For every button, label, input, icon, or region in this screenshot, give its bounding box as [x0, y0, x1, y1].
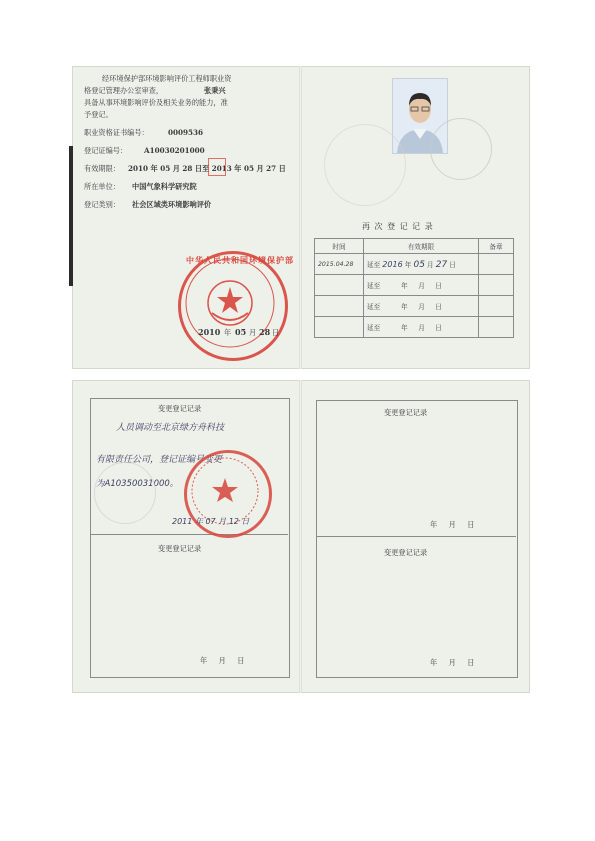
- row2-time: [315, 275, 364, 296]
- row1-time: 2015.04.28: [315, 254, 364, 275]
- row1-day-unit: 日: [449, 260, 456, 269]
- faint-embossed-seal: [94, 462, 156, 524]
- registration-category: 社会区域类环境影响评价: [132, 200, 212, 209]
- validity-period: 2010 年 05 月 28 日至 2013 年 05 月 27 日: [128, 164, 286, 173]
- table-row: [315, 296, 514, 317]
- row2-validity: 延至 年 月 日: [364, 275, 479, 296]
- issue-month-unit: 月: [249, 328, 257, 337]
- intro-line-2: 格登记管理办公室审查，: [84, 86, 164, 95]
- col-valid-header: 有效期限: [364, 239, 479, 254]
- qualification-number-label: 职业资格证书编号：: [84, 128, 149, 137]
- table-row: [315, 254, 514, 275]
- record-divider: [90, 534, 288, 535]
- table-header-row: [315, 239, 514, 254]
- row1-validity: [364, 254, 479, 275]
- intro-line-4: 予登记。: [84, 110, 113, 119]
- row1-year-unit: 年: [404, 260, 412, 269]
- row4-time: [315, 317, 364, 338]
- small-square-seal: [208, 158, 226, 176]
- re-registration-title: 再 次 登 记 记 录: [362, 222, 434, 231]
- handwritten-change-date: 2011 年 07 月 12 日: [172, 517, 250, 526]
- change-record-title-2: 变更登记记录: [158, 544, 202, 553]
- qualification-number: 0009536: [168, 128, 204, 137]
- col-time-header: 时间: [315, 239, 364, 254]
- registration-certificate-scan: [72, 66, 530, 369]
- validity-label: 有效期限：: [84, 164, 120, 173]
- registration-number-label: 登记证编号：: [84, 146, 128, 155]
- employer-unit: 中国气象科学研究院: [132, 182, 197, 191]
- seal-text: 中华人民共和国环境保护部: [186, 255, 294, 265]
- row1-year: 2016: [382, 259, 403, 269]
- change-record-title-1: 变更登记记录: [158, 404, 202, 413]
- handwritten-line-1: 人员调动至北京绿方舟科技: [116, 423, 225, 433]
- faint-red-seal: [324, 124, 406, 206]
- intro-line-3: 具备从事环境影响评价及相关业务的能力，准: [84, 98, 228, 107]
- faint-embossed-seal: [430, 118, 492, 180]
- change-record-frame: [90, 398, 290, 678]
- intro-line-1: 经环境保护部环境影响评价工程师职业资: [102, 74, 232, 83]
- change-record-title-1: 变更登记记录: [384, 408, 428, 417]
- issue-year: 2010: [198, 327, 221, 337]
- certificate-right-page: [302, 66, 530, 369]
- blank-date-1: 年 月 日: [430, 520, 475, 529]
- issue-year-unit: 年: [224, 328, 232, 337]
- handwritten-line-3: 为A10350031000。: [96, 479, 179, 489]
- row1-month-unit: 月: [427, 260, 434, 269]
- row4-note: [479, 317, 514, 338]
- registration-number: A10030201000: [144, 146, 205, 155]
- row4-validity: 延至 年 月 日: [364, 317, 479, 338]
- change-record-frame: [316, 400, 518, 678]
- row3-validity: 延至 年 月 日: [364, 296, 479, 317]
- row1-month: 05: [413, 259, 425, 270]
- change-record-scan: [72, 380, 530, 693]
- table-row: [315, 275, 514, 296]
- category-label: 登记类别：: [84, 200, 120, 209]
- change-record-right-page: [302, 380, 530, 693]
- seal-emblem: [178, 251, 282, 355]
- row1-note: [479, 254, 514, 275]
- blank-date-2: 年 月 日: [430, 658, 475, 667]
- unit-label: 所在单位：: [84, 182, 120, 191]
- change-record-title-2: 变更登记记录: [384, 548, 428, 557]
- row3-time: [315, 296, 364, 317]
- record-divider: [316, 536, 516, 537]
- certificate-left-page: [72, 66, 300, 369]
- handwritten-line-2: 有限责任公司，登记证编号变更: [96, 455, 223, 465]
- row1-day: 27: [435, 259, 448, 270]
- change-record-left-page: [72, 380, 300, 693]
- issue-day-unit: 日: [272, 328, 280, 337]
- issue-day: 28: [259, 327, 271, 337]
- col-note-header: 备章: [479, 239, 514, 254]
- re-registration-table: [314, 238, 514, 338]
- blank-date: 年 月 日: [200, 656, 245, 665]
- official-round-seal: [178, 251, 288, 361]
- row2-note: [479, 275, 514, 296]
- table-row: [315, 317, 514, 338]
- issue-month: 05: [235, 327, 247, 337]
- row3-note: [479, 296, 514, 317]
- row1-prefix: 延至: [367, 260, 381, 269]
- holder-name: 张秉兴: [204, 86, 226, 95]
